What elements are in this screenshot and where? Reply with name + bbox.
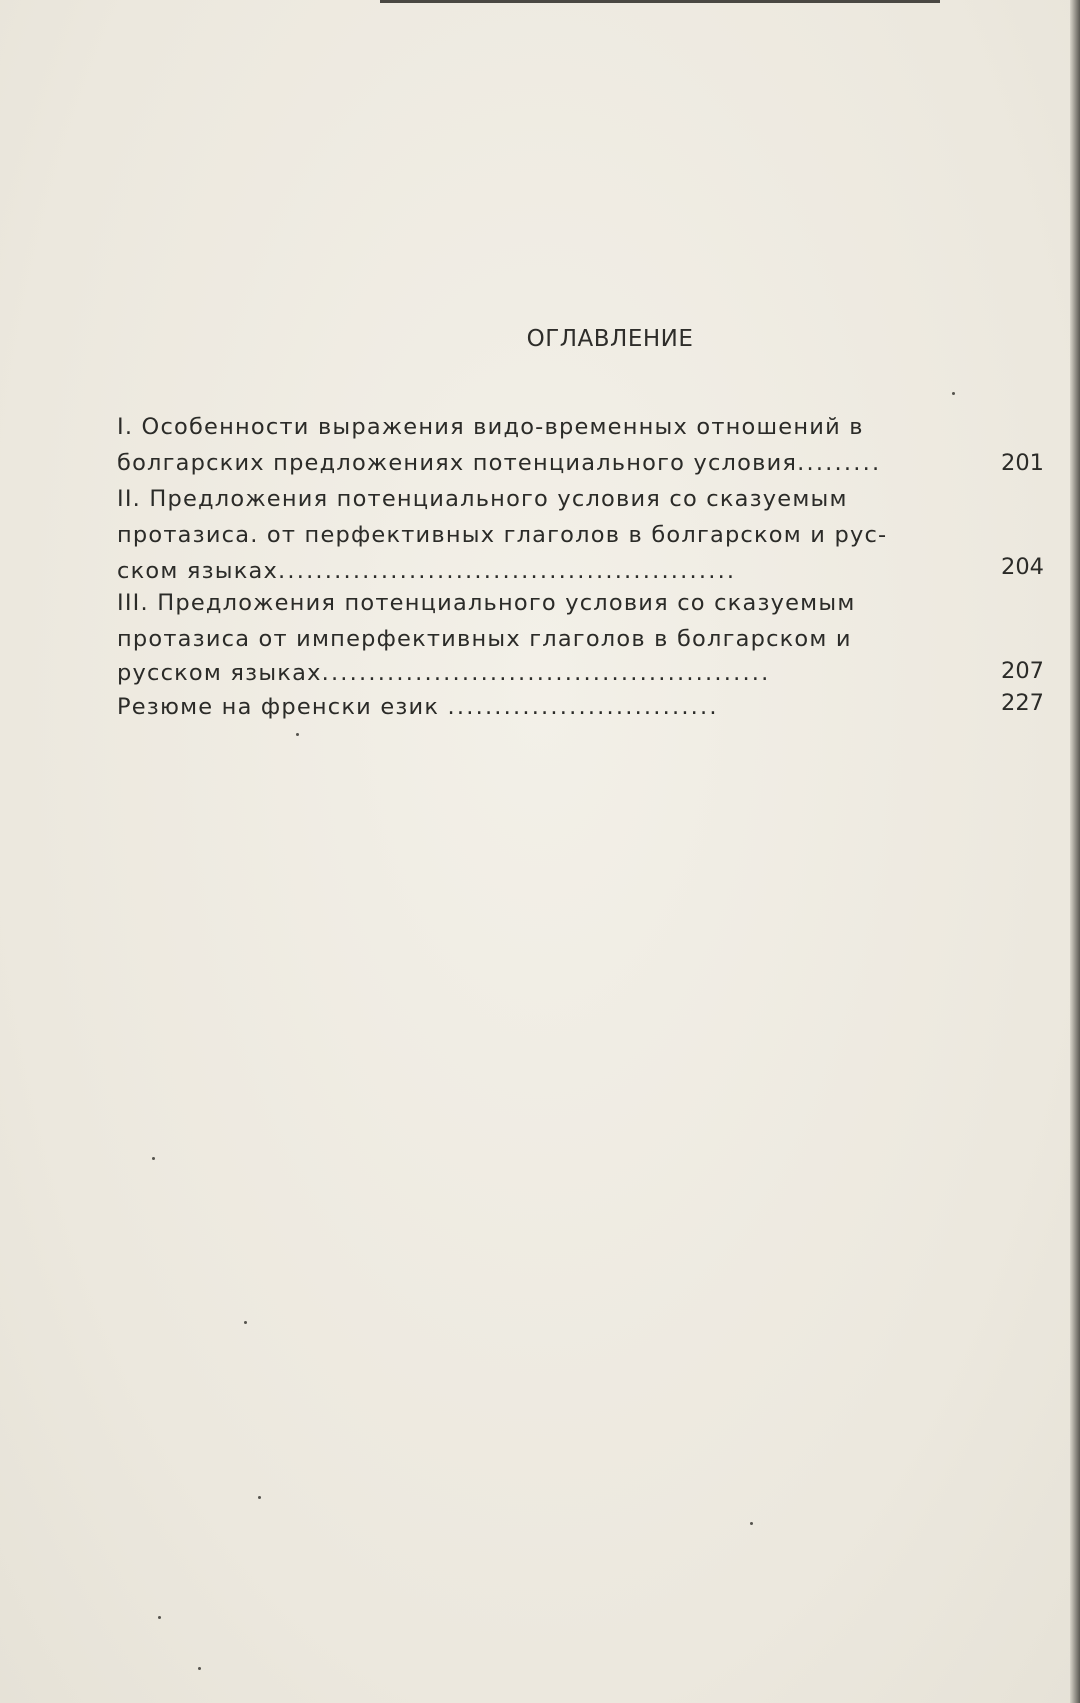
page-title: ОГЛАВЛЕНИЕ <box>526 326 694 352</box>
toc-entry-3-text: русском языках <box>117 660 322 686</box>
toc-entry-3-line-2: протазиса от имперфективных глаголов в болгарском и <box>117 626 852 652</box>
page-right-edge <box>1070 0 1080 1703</box>
toc-entry-1-page: 201 <box>1001 450 1044 476</box>
paper-speck <box>296 733 299 736</box>
toc-entry-2-page: 204 <box>1001 554 1044 580</box>
toc-entry-3-leader: ................................................ <box>321 660 771 686</box>
toc-entry-1-leader: ......... <box>797 450 882 476</box>
toc-entry-2-leader: ................................................. <box>278 558 737 584</box>
toc-entry-4-text: Резюме на френски език <box>117 694 440 720</box>
toc-entry-2-line-1: II. Предложения потенциального условия со сказуемым <box>117 486 848 512</box>
paper-speck <box>258 1496 261 1499</box>
toc-entry-2-text: ском языках <box>117 558 279 584</box>
toc-entry-1-line-1: I. Особенности выражения видо-временных отношений в <box>117 414 864 440</box>
toc-entry-3-page: 207 <box>1001 658 1044 684</box>
paper-speck <box>198 1667 201 1670</box>
toc-entry-3-line-1: III. Предложения потенциального условия со сказуемым <box>117 590 856 616</box>
toc-entry-1-text: болгарских предложениях потенциального условия <box>117 450 798 476</box>
toc-entry-3-line-3 <box>117 660 771 696</box>
toc-entry-1-line-2 <box>117 450 881 486</box>
page-top-edge <box>380 0 940 3</box>
toc-entry-4-leader: ............................. <box>447 694 719 720</box>
toc-entry-4-page: 227 <box>1001 690 1044 716</box>
paper-speck <box>158 1616 161 1619</box>
toc-entry-4-line-1 <box>117 694 719 730</box>
toc-entry-2-line-2: протазиса. от перфективных глаголов в болгарском и рус- <box>117 522 888 548</box>
paper-speck <box>152 1157 155 1160</box>
paper-speck <box>952 392 955 395</box>
toc-entry-2-line-3 <box>117 558 736 594</box>
paper-speck <box>244 1321 247 1324</box>
paper-speck <box>750 1522 753 1525</box>
